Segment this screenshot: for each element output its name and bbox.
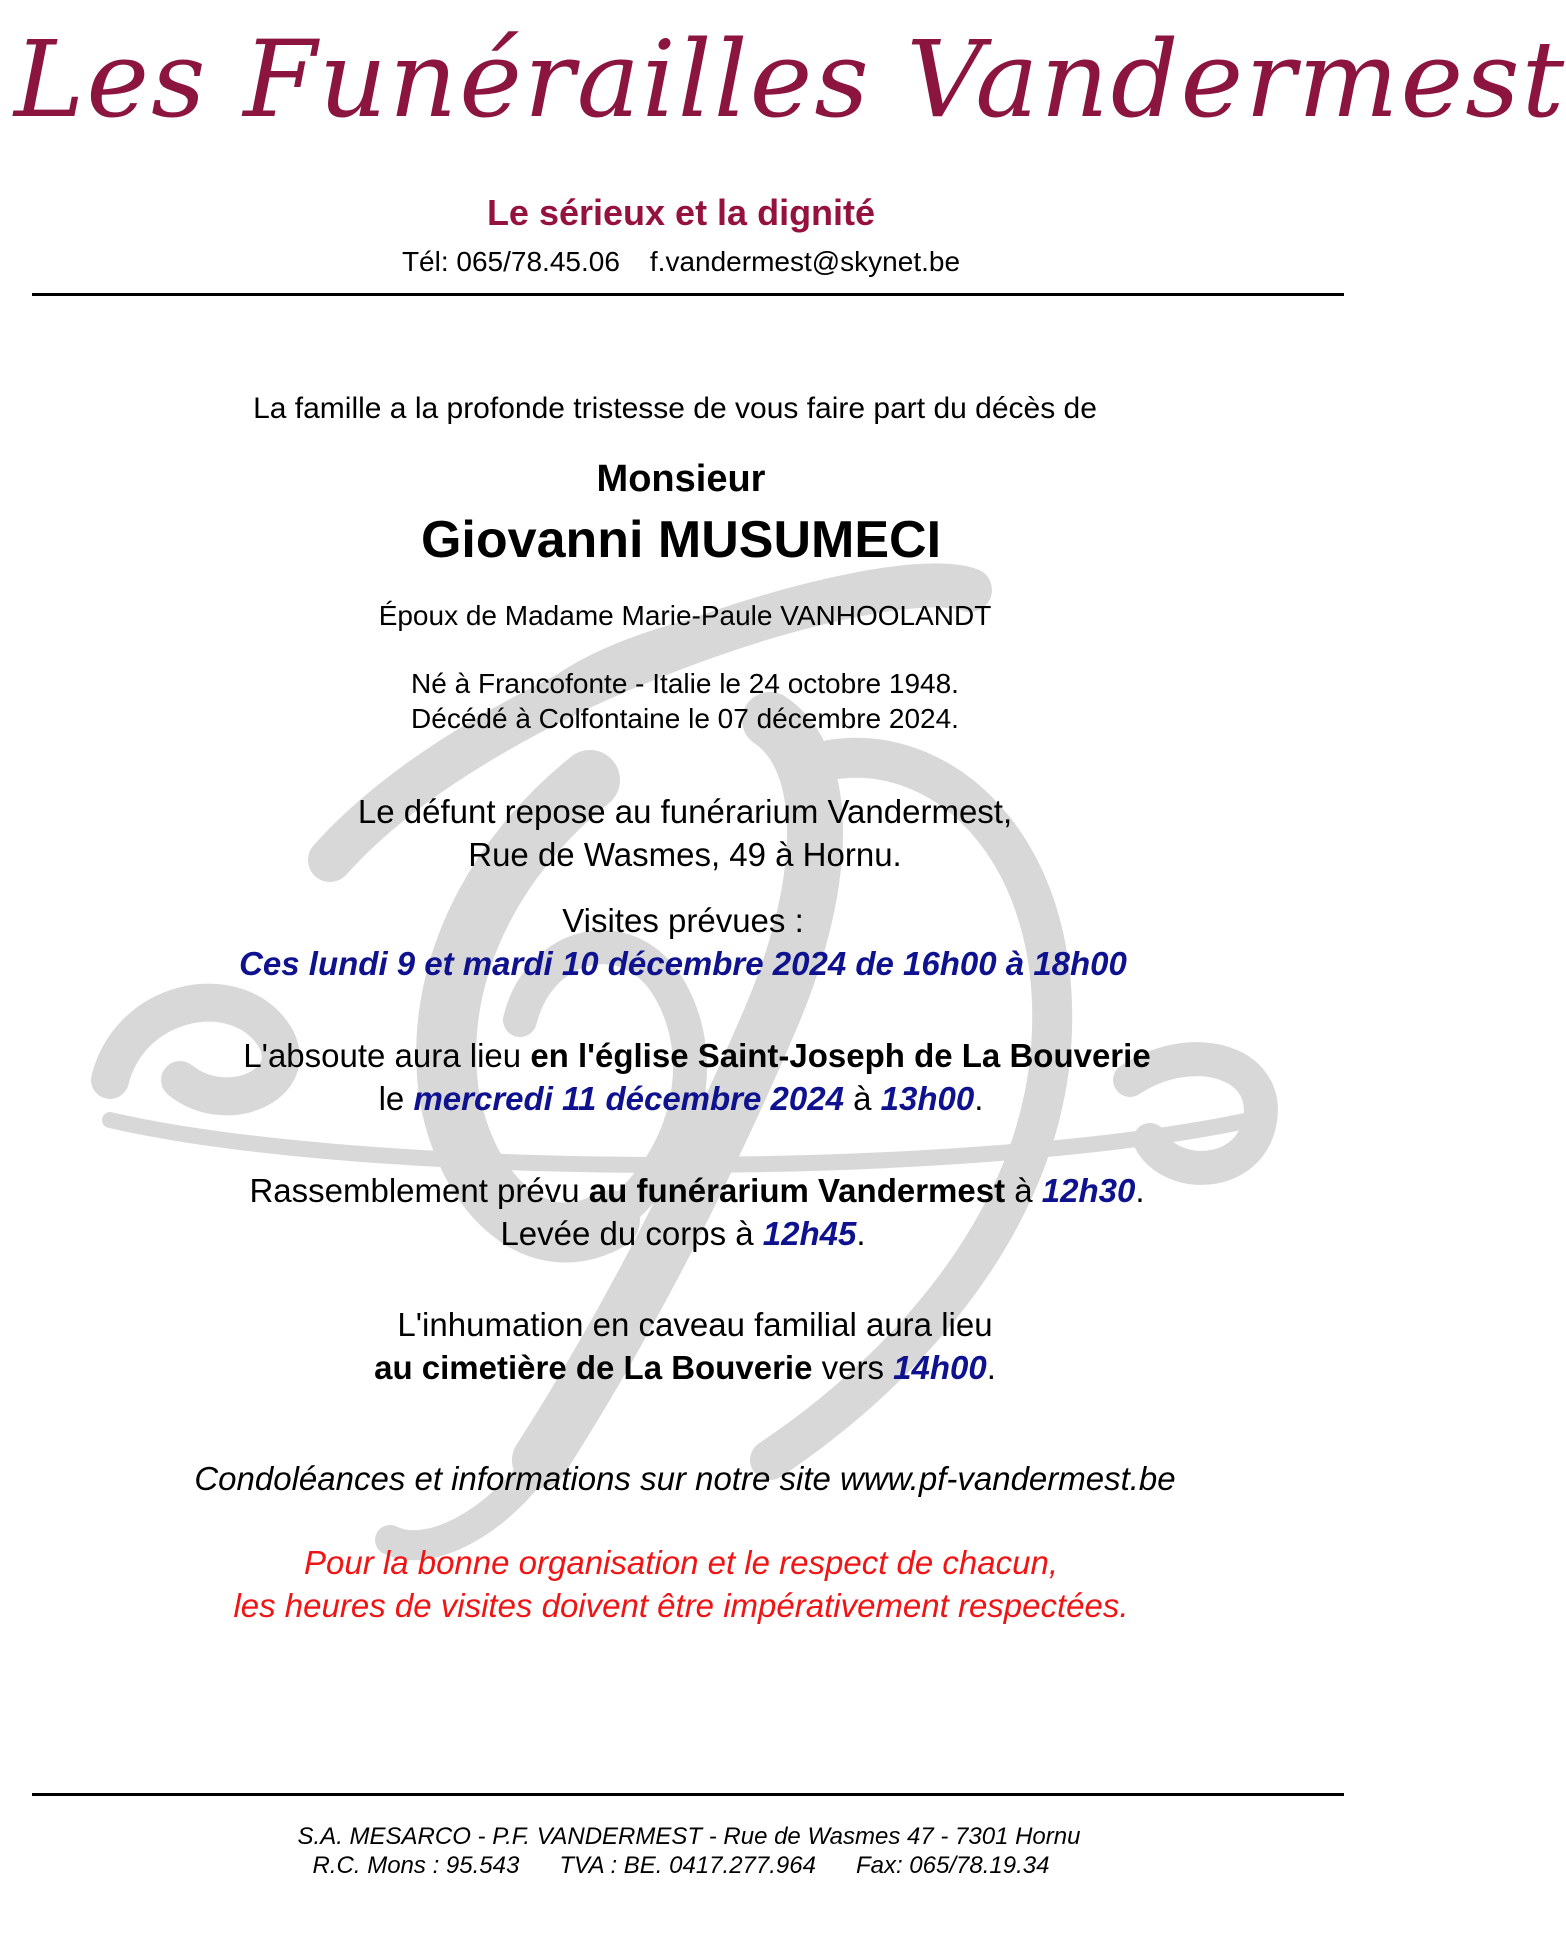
absoute-prefix: L'absoute aura lieu	[243, 1037, 531, 1074]
absoute-place: en l'église Saint-Joseph de La Bouverie	[530, 1037, 1151, 1074]
absoute-date: mercredi 11 décembre 2024	[413, 1080, 844, 1117]
absoute-time: 13h00	[880, 1080, 975, 1117]
deceased-name: Giovanni MUSUMECI	[420, 511, 942, 569]
repose-line-2: Rue de Wasmes, 49 à Hornu.	[468, 836, 902, 873]
condolences-line: Condoléances et informations sur notre site www.pf-vandermest.be	[194, 1460, 1176, 1497]
footer-rc: R.C. Mons : 95.543	[312, 1852, 520, 1879]
burial-line-2	[0, 1349, 1374, 1387]
gathering-time: 12h30	[1041, 1172, 1136, 1209]
visits-label: Visites prévues :	[562, 902, 804, 939]
contact-line	[0, 246, 1370, 278]
notice-line-2: les heures de visites doivent être impérativement respectées.	[233, 1587, 1129, 1624]
notice-line-1: Pour la bonne organisation et le respect de chacun,	[303, 1544, 1058, 1581]
gathering-place: au funérarium Vandermest	[588, 1172, 1006, 1209]
absoute-le: le	[378, 1080, 414, 1117]
burial-line-1: L'inhumation en caveau familial aura lieu	[397, 1306, 993, 1343]
gathering-line	[8, 1172, 1386, 1210]
levee-prefix: Levée du corps à	[500, 1215, 763, 1252]
levee-line	[0, 1215, 1372, 1253]
footer-company: S.A. MESARCO - P.F. VANDERMEST - Rue de Wasmes 47 - 7301 Hornu	[297, 1823, 1081, 1850]
burial-time: 14h00	[893, 1349, 987, 1386]
gathering-a: à	[1005, 1172, 1042, 1209]
footer-tva: TVA : BE. 0417.277.964	[559, 1852, 816, 1879]
birth-line: Né à Francofonte - Italie le 24 octobre 1948.	[411, 668, 959, 699]
brand-title: Les Funérailles Vandermest	[14, 18, 1566, 141]
honorific: Monsieur	[596, 458, 766, 500]
burial-vers: vers	[812, 1349, 894, 1386]
levee-end: .	[856, 1215, 866, 1252]
visits-dates: Ces lundi 9 et mardi 10 décembre 2024 de 16h00 à 18h00	[239, 945, 1127, 982]
footer-registration	[0, 1852, 1370, 1880]
repose-line-1: Le défunt repose au funérarium Vandermest,	[357, 793, 1013, 830]
tagline: Le sérieux et la dignité	[486, 192, 876, 233]
absoute-line-2	[0, 1080, 1370, 1118]
absoute-line-1	[8, 1037, 1386, 1075]
absoute-a: à	[843, 1080, 881, 1117]
gathering-end: .	[1135, 1172, 1145, 1209]
phone: Tél: 065/78.45.06	[401, 246, 620, 277]
email[interactable]: f.vandermest@skynet.be	[649, 246, 961, 277]
footer-fax: Fax: 065/78.19.34	[855, 1852, 1050, 1879]
death-line: Décédé à Colfontaine le 07 décembre 2024.	[411, 703, 959, 734]
levee-time: 12h45	[762, 1215, 857, 1252]
absoute-end: .	[974, 1080, 984, 1117]
burial-end: .	[986, 1349, 996, 1386]
gathering-prefix: Rassemblement prévu	[249, 1172, 589, 1209]
intro-text: La famille a la profonde tristesse de vous faire part du décès de	[253, 392, 1097, 425]
spouse-line: Époux de Madame Marie-Paule VANHOOLANDT	[378, 600, 992, 631]
burial-place: au cimetière de La Bouverie	[374, 1349, 813, 1386]
footer-divider	[32, 1793, 1344, 1796]
header-divider	[32, 293, 1344, 296]
